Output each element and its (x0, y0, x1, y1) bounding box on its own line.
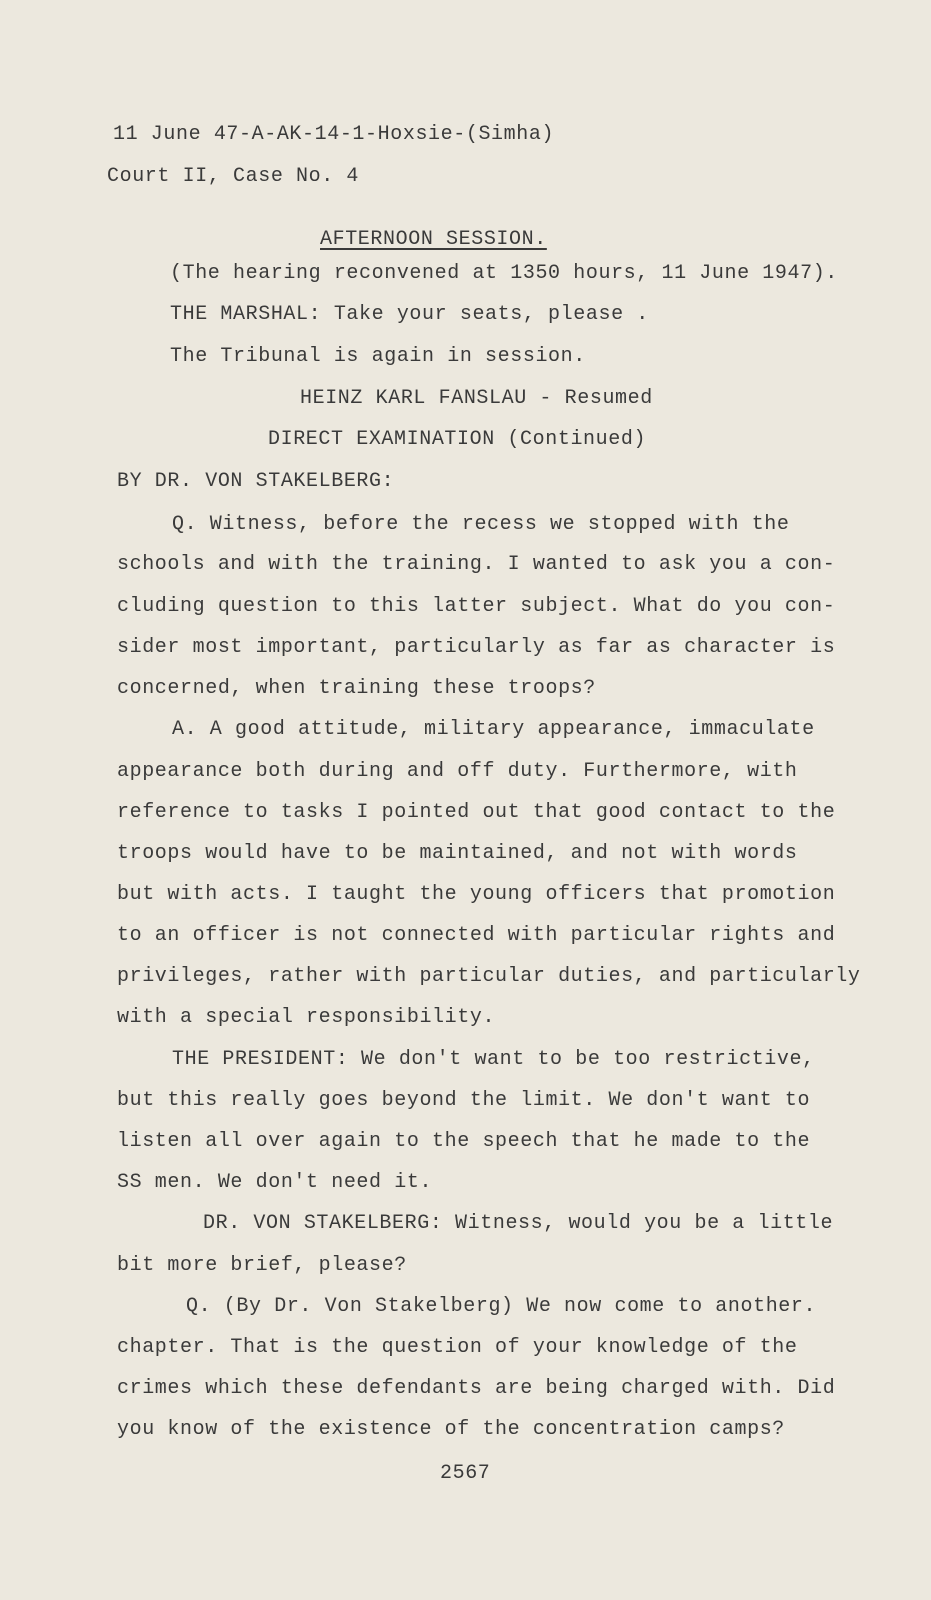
transcript-line: DR. VON STAKELBERG: Witness, would you be a little (203, 1212, 834, 1235)
transcript-line: SS men. We don't need it. (117, 1171, 433, 1194)
transcript-line: but with acts. I taught the young officers that promotion (117, 883, 836, 906)
transcript-line: troops would have to be maintained, and not with words (117, 842, 798, 865)
transcript-line: appearance both during and off duty. Furthermore, with (117, 760, 798, 783)
transcript-line: bit more brief, please? (117, 1254, 407, 1277)
transcript-line: schools and with the training. I wanted to ask you a con- (117, 553, 836, 576)
transcript-line: The Tribunal is again in session. (170, 345, 586, 368)
transcript-line: crimes which these defendants are being charged with. Did (117, 1377, 836, 1400)
transcript-line: cluding question to this latter subject. What do you con- (117, 595, 836, 618)
transcript-line: reference to tasks I pointed out that good contact to the (117, 801, 836, 824)
document-reference: 11 June 47-A-AK-14-1-Hoxsie-(Simha) (113, 123, 555, 146)
transcript-line: Q. Witness, before the recess we stopped with the (172, 513, 790, 536)
examination-heading: DIRECT EXAMINATION (Continued) (268, 428, 647, 451)
transcript-line: chapter. That is the question of your knowledge of the (117, 1336, 798, 1359)
page-number: 2567 (440, 1462, 491, 1485)
transcript-line: with a special responsibility. (117, 1006, 496, 1029)
session-title: AFTERNOON SESSION. (320, 228, 547, 251)
transcript-line: Q. (By Dr. Von Stakelberg) We now come to another. (186, 1295, 817, 1318)
transcript-line: to an officer is not connected with particular rights and (117, 924, 836, 947)
transcript-line: you know of the existence of the concentration camps? (117, 1418, 785, 1441)
witness-heading: HEINZ KARL FANSLAU - Resumed (300, 387, 653, 410)
court-case-label: Court II, Case No. 4 (107, 165, 360, 188)
examiner-heading: BY DR. VON STAKELBERG: (117, 470, 395, 493)
transcript-line: THE PRESIDENT: We don't want to be too restrictive, (172, 1048, 815, 1071)
transcript-line: listen all over again to the speech that he made to the (117, 1130, 811, 1153)
transcript-line: (The hearing reconvened at 1350 hours, 11 June 1947). (170, 262, 838, 285)
transcript-line: but this really goes beyond the limit. We don't want to (117, 1089, 811, 1112)
transcript-line: A. A good attitude, military appearance, immaculate (172, 718, 815, 741)
transcript-line: privileges, rather with particular duties, and particularly (117, 965, 861, 988)
transcript-line: concerned, when training these troops? (117, 677, 596, 700)
transcript-line: sider most important, particularly as far as character is (117, 636, 836, 659)
transcript-line: THE MARSHAL: Take your seats, please . (170, 303, 649, 326)
